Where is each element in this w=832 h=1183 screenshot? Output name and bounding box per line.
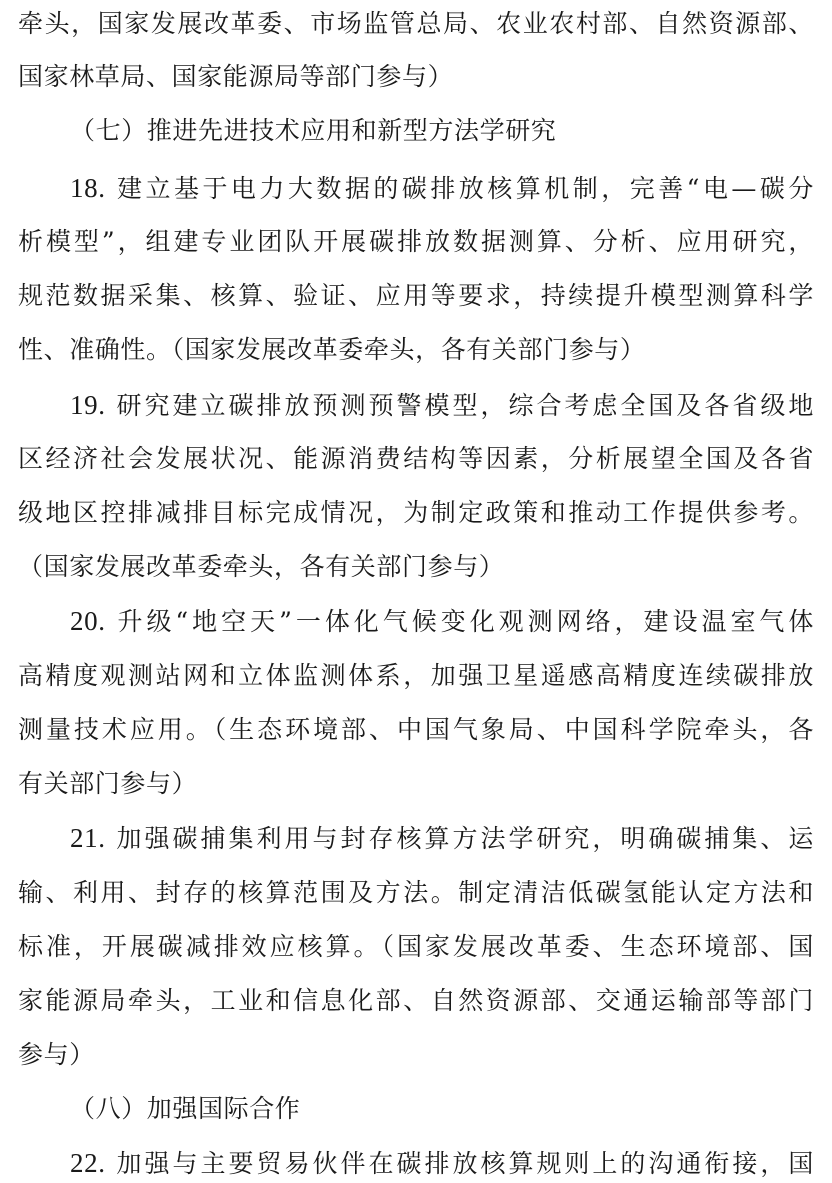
item-number: 19. (70, 390, 106, 420)
item-21-first-line (70, 818, 814, 858)
item-20-first-line (70, 601, 814, 641)
text-line: 有关部门参与） (18, 769, 198, 798)
item-text: 加强碳捕集利用与封存核算方法学研究，明确碳捕集、运 (116, 824, 814, 853)
item-19-first-line (70, 385, 814, 425)
text-line: 牵头，国家发展改革委、市场监管总局、农业农村部、自然资源部、 (18, 9, 814, 38)
text-line: （国家发展改革委牵头，各有关部门参与） (18, 552, 505, 581)
text-line: 级地区控排减排目标完成情况，为制定政策和推动工作提供参考。 (18, 498, 814, 527)
section-heading-seven: （七）推进先进技术应用和新型方法学研究 (70, 116, 557, 145)
item-text: 建立基于电力大数据的碳排放核算机制，完善“电—碳分 (117, 174, 814, 203)
item-number: 20. (70, 606, 106, 636)
text-line: 参与） (18, 1040, 95, 1069)
item-number: 22. (70, 1148, 106, 1178)
text-line: 规范数据采集、核算、验证、应用等要求，持续提升模型测算科学 (18, 281, 814, 310)
text-line: 测量技术应用。（生态环境部、中国气象局、中国科学院牵头，各 (18, 715, 814, 744)
section-heading-eight: （八）加强国际合作 (70, 1094, 301, 1123)
item-text: 加强与主要贸易伙伴在碳排放核算规则上的沟通衔接，国 (116, 1149, 814, 1178)
item-22-first-line (70, 1143, 814, 1183)
item-number: 18. (70, 173, 106, 203)
text-line: 国家林草局、国家能源局等部门参与） (18, 62, 454, 91)
item-number: 21. (70, 823, 106, 853)
text-line: 标准，开展碳减排效应核算。（国家发展改革委、生态环境部、国 (18, 932, 814, 961)
item-18-first-line (70, 168, 814, 208)
text-line: 输、利用、封存的核算范围及方法。制定清洁低碳氢能认定方法和 (18, 878, 814, 907)
text-line: 家能源局牵头，工业和信息化部、自然资源部、交通运输部等部门 (18, 986, 814, 1015)
text-line: 高精度观测站网和立体监测体系，加强卫星遥感高精度连续碳排放 (18, 661, 814, 690)
item-text: 研究建立碳排放预测预警模型，综合考虑全国及各省级地 (116, 391, 814, 420)
text-line: 区经济社会发展状况、能源消费结构等因素，分析展望全国及各省 (18, 444, 814, 473)
item-text: 升级“地空天”一体化气候变化观测网络，建设温室气体 (117, 607, 814, 636)
text-line: 析模型”，组建专业团队开展碳排放数据测算、分析、应用研究， (18, 227, 814, 256)
text-line: 性、准确性。（国家发展改革委牵头，各有关部门参与） (18, 335, 646, 364)
